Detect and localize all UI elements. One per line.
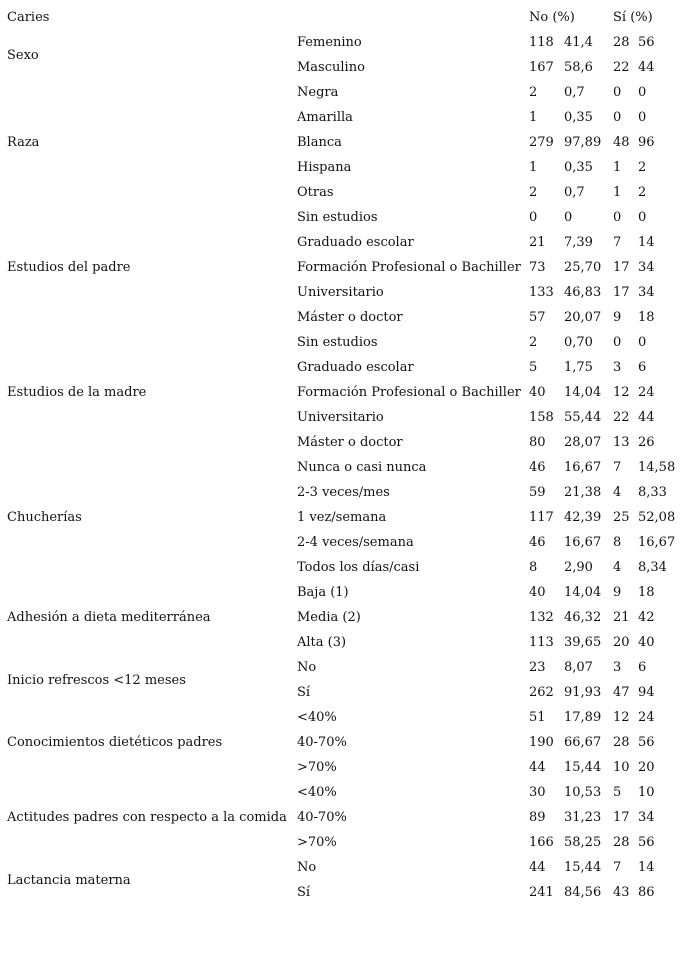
category-cell: Otras	[297, 185, 334, 200]
category-cell: Amarilla	[297, 110, 353, 125]
category-cell: Formación Profesional o Bachiller	[297, 260, 521, 275]
table-row	[0, 180, 687, 205]
count-si-cell: 28	[613, 735, 630, 750]
percent-no-cell: 21,38	[564, 485, 602, 500]
percent-no-cell: 91,93	[564, 685, 602, 700]
category-cell: Universitario	[297, 285, 384, 300]
table-row	[0, 480, 687, 505]
count-no-cell: 167	[529, 60, 554, 75]
count-no-cell: 2	[529, 85, 538, 100]
table-row	[0, 780, 687, 805]
percent-no-cell: 0,35	[564, 110, 593, 125]
category-cell: Todos los días/casi	[297, 560, 420, 575]
percent-no-cell: 39,65	[564, 635, 602, 650]
count-si-cell: 0	[613, 210, 622, 225]
table-row	[0, 755, 687, 780]
percent-no-cell: 41,4	[564, 35, 593, 50]
count-no-cell: 40	[529, 385, 546, 400]
table-row	[0, 280, 687, 305]
count-si-cell: 22	[613, 410, 630, 425]
count-si-cell: 1	[613, 160, 622, 175]
count-no-cell: 51	[529, 710, 546, 725]
category-cell: No	[297, 660, 317, 675]
percent-si-cell: 34	[638, 285, 655, 300]
percent-no-cell: 0	[564, 210, 573, 225]
count-si-cell: 9	[613, 585, 622, 600]
percent-si-cell: 56	[638, 835, 655, 850]
table-row	[0, 530, 687, 555]
group-label: Conocimientos dietéticos padres	[7, 735, 223, 750]
count-no-cell: 132	[529, 610, 554, 625]
count-no-cell: 8	[529, 560, 538, 575]
count-si-cell: 4	[613, 560, 622, 575]
count-si-cell: 22	[613, 60, 630, 75]
category-cell: Sin estudios	[297, 210, 378, 225]
count-no-cell: 279	[529, 135, 554, 150]
category-cell: Negra	[297, 85, 339, 100]
count-si-cell: 7	[613, 235, 622, 250]
category-cell: Máster o doctor	[297, 310, 403, 325]
category-cell: Media (2)	[297, 610, 361, 625]
count-si-cell: 5	[613, 785, 622, 800]
count-no-cell: 21	[529, 235, 546, 250]
category-cell: Nunca o casi nunca	[297, 460, 427, 475]
percent-si-cell: 26	[638, 435, 655, 450]
category-cell: 2-4 veces/semana	[297, 535, 414, 550]
count-no-cell: 166	[529, 835, 554, 850]
percent-si-cell: 34	[638, 810, 655, 825]
percent-si-cell: 14	[638, 235, 655, 250]
count-no-cell: 44	[529, 860, 546, 875]
count-si-cell: 8	[613, 535, 622, 550]
percent-si-cell: 14,58	[638, 460, 676, 475]
percent-no-cell: 84,56	[564, 885, 602, 900]
percent-si-cell: 6	[638, 660, 647, 675]
group-label: Lactancia materna	[7, 872, 131, 888]
percent-si-cell: 86	[638, 885, 655, 900]
count-si-cell: 0	[613, 85, 622, 100]
count-no-cell: 133	[529, 285, 554, 300]
percent-si-cell: 34	[638, 260, 655, 275]
count-no-cell: 262	[529, 685, 554, 700]
percent-si-cell: 2	[638, 185, 647, 200]
count-si-cell: 20	[613, 635, 630, 650]
count-si-cell: 3	[613, 660, 622, 675]
percent-no-cell: 16,67	[564, 535, 602, 550]
count-si-cell: 25	[613, 510, 630, 525]
group-label: Raza	[7, 135, 40, 150]
percent-si-cell: 2	[638, 160, 647, 175]
table-row	[0, 230, 687, 255]
percent-si-cell: 20	[638, 760, 655, 775]
category-cell: 1 vez/semana	[297, 510, 387, 525]
count-no-cell: 80	[529, 435, 546, 450]
count-no-cell: 190	[529, 735, 554, 750]
count-si-cell: 13	[613, 435, 630, 450]
count-si-cell: 10	[613, 760, 630, 775]
count-no-cell: 73	[529, 260, 546, 275]
table-row	[0, 405, 687, 430]
percent-no-cell: 31,23	[564, 810, 602, 825]
count-si-cell: 17	[613, 260, 630, 275]
group-label: Actitudes padres con respecto a la comida	[7, 810, 287, 825]
percent-si-cell: 56	[638, 35, 655, 50]
table-row	[0, 305, 687, 330]
table-row	[0, 205, 687, 230]
category-cell: Formación Profesional o Bachiller	[297, 385, 521, 400]
count-no-cell: 46	[529, 535, 546, 550]
count-si-cell: 12	[613, 385, 630, 400]
percent-no-cell: 2,90	[564, 560, 593, 575]
percent-no-cell: 0,70	[564, 335, 593, 350]
count-si-cell: 3	[613, 360, 622, 375]
percent-si-cell: 40	[638, 635, 655, 650]
count-no-cell: 57	[529, 310, 546, 325]
percent-no-cell: 0,35	[564, 160, 593, 175]
count-no-cell: 1	[529, 110, 538, 125]
table-row	[0, 705, 687, 730]
percent-si-cell: 52,08	[638, 510, 676, 525]
percent-si-cell: 0	[638, 85, 647, 100]
percent-si-cell: 16,67	[638, 535, 676, 550]
percent-si-cell: 56	[638, 735, 655, 750]
table-row	[0, 630, 687, 655]
count-si-cell: 7	[613, 460, 622, 475]
percent-no-cell: 55,44	[564, 410, 602, 425]
category-cell: >70%	[297, 835, 337, 850]
count-no-cell: 2	[529, 185, 538, 200]
percent-no-cell: 28,07	[564, 435, 602, 450]
count-si-cell: 4	[613, 485, 622, 500]
percent-si-cell: 24	[638, 385, 655, 400]
percent-si-cell: 8,34	[638, 560, 667, 575]
category-cell: 40-70%	[297, 735, 347, 750]
percent-no-cell: 46,83	[564, 285, 602, 300]
percent-no-cell: 16,67	[564, 460, 602, 475]
count-no-cell: 23	[529, 660, 546, 675]
category-cell: Universitario	[297, 410, 384, 425]
category-cell: Blanca	[297, 135, 342, 150]
percent-no-cell: 14,04	[564, 385, 602, 400]
percent-si-cell: 96	[638, 135, 655, 150]
category-cell: Femenino	[297, 35, 362, 50]
category-cell: Graduado escolar	[297, 235, 414, 250]
percent-si-cell: 94	[638, 685, 655, 700]
count-si-cell: 1	[613, 185, 622, 200]
count-no-cell: 158	[529, 410, 554, 425]
table-row	[0, 580, 687, 605]
group-label: Adhesión a dieta mediterránea	[7, 610, 211, 625]
count-no-cell: 2	[529, 335, 538, 350]
category-cell: 2-3 veces/mes	[297, 485, 390, 500]
category-cell: Graduado escolar	[297, 360, 414, 375]
category-cell: Máster o doctor	[297, 435, 403, 450]
percent-si-cell: 42	[638, 610, 655, 625]
category-cell: <40%	[297, 785, 337, 800]
table-row	[0, 430, 687, 455]
percent-no-cell: 15,44	[564, 760, 602, 775]
table-row	[0, 55, 687, 80]
percent-no-cell: 42,39	[564, 510, 602, 525]
count-si-cell: 0	[613, 110, 622, 125]
table-row	[0, 555, 687, 580]
count-si-cell: 21	[613, 610, 630, 625]
percent-si-cell: 8,33	[638, 485, 667, 500]
count-si-cell: 48	[613, 135, 630, 150]
percent-si-cell: 14	[638, 860, 655, 875]
table-row	[0, 330, 687, 355]
count-no-cell: 44	[529, 760, 546, 775]
table-row	[0, 830, 687, 855]
group-label: Chucherías	[7, 510, 82, 525]
category-cell: Masculino	[297, 60, 365, 75]
category-cell: >70%	[297, 760, 337, 775]
percent-no-cell: 58,25	[564, 835, 602, 850]
count-si-cell: 12	[613, 710, 630, 725]
count-si-cell: 0	[613, 335, 622, 350]
group-label: Estudios de la madre	[7, 385, 147, 400]
percent-si-cell: 0	[638, 210, 647, 225]
column-header-no: No (%)	[529, 10, 575, 25]
percent-si-cell: 44	[638, 410, 655, 425]
category-cell: No	[297, 860, 317, 875]
count-no-cell: 118	[529, 35, 554, 50]
percent-si-cell: 6	[638, 360, 647, 375]
table-row	[0, 30, 687, 55]
percent-no-cell: 17,89	[564, 710, 602, 725]
count-si-cell: 47	[613, 685, 630, 700]
table-row	[0, 130, 687, 155]
percent-no-cell: 58,6	[564, 60, 593, 75]
percent-no-cell: 0,7	[564, 85, 585, 100]
table-row	[0, 80, 687, 105]
count-no-cell: 89	[529, 810, 546, 825]
count-no-cell: 46	[529, 460, 546, 475]
category-cell: 40-70%	[297, 810, 347, 825]
table-title: Caries	[7, 10, 50, 25]
count-no-cell: 59	[529, 485, 546, 500]
percent-no-cell: 15,44	[564, 860, 602, 875]
percent-no-cell: 66,67	[564, 735, 602, 750]
category-cell: Sí	[297, 685, 311, 700]
percent-no-cell: 10,53	[564, 785, 602, 800]
count-si-cell: 43	[613, 885, 630, 900]
percent-si-cell: 10	[638, 785, 655, 800]
count-no-cell: 0	[529, 210, 538, 225]
percent-si-cell: 18	[638, 310, 655, 325]
count-no-cell: 113	[529, 635, 554, 650]
count-no-cell: 5	[529, 360, 538, 375]
count-si-cell: 7	[613, 860, 622, 875]
group-label: Estudios del padre	[7, 260, 131, 275]
category-cell: <40%	[297, 710, 337, 725]
count-si-cell: 17	[613, 810, 630, 825]
percent-no-cell: 1,75	[564, 360, 593, 375]
percent-si-cell: 44	[638, 60, 655, 75]
percent-no-cell: 20,07	[564, 310, 602, 325]
count-si-cell: 17	[613, 285, 630, 300]
percent-si-cell: 18	[638, 585, 655, 600]
table-row	[0, 355, 687, 380]
percent-no-cell: 97,89	[564, 135, 602, 150]
category-cell: Alta (3)	[297, 635, 347, 650]
category-cell: Sin estudios	[297, 335, 378, 350]
percent-no-cell: 8,07	[564, 660, 593, 675]
count-si-cell: 9	[613, 310, 622, 325]
percent-si-cell: 0	[638, 335, 647, 350]
category-cell: Sí	[297, 885, 311, 900]
column-header-si: Sí (%)	[613, 10, 653, 25]
group-label: Inicio refrescos <12 meses	[7, 672, 186, 688]
table-row	[0, 455, 687, 480]
count-no-cell: 30	[529, 785, 546, 800]
count-no-cell: 117	[529, 510, 554, 525]
count-si-cell: 28	[613, 835, 630, 850]
percent-si-cell: 24	[638, 710, 655, 725]
category-cell: Baja (1)	[297, 585, 349, 600]
count-no-cell: 241	[529, 885, 554, 900]
percent-no-cell: 0,7	[564, 185, 585, 200]
table-row	[0, 105, 687, 130]
table-row	[0, 155, 687, 180]
category-cell: Hispana	[297, 160, 352, 175]
percent-no-cell: 14,04	[564, 585, 602, 600]
percent-no-cell: 46,32	[564, 610, 602, 625]
group-label: Sexo	[7, 47, 39, 63]
percent-no-cell: 25,70	[564, 260, 602, 275]
count-no-cell: 40	[529, 585, 546, 600]
count-no-cell: 1	[529, 160, 538, 175]
percent-si-cell: 0	[638, 110, 647, 125]
count-si-cell: 28	[613, 35, 630, 50]
percent-no-cell: 7,39	[564, 235, 593, 250]
table-row	[0, 505, 687, 530]
